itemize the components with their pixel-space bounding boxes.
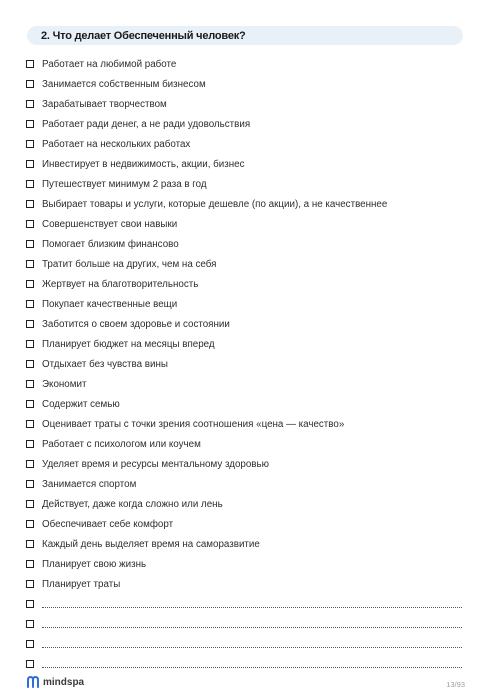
checklist-item-label: Содержит семью — [42, 398, 120, 410]
checkbox[interactable] — [26, 480, 34, 488]
blank-entry-line[interactable] — [42, 667, 462, 668]
checklist-item[interactable] — [26, 294, 466, 314]
checklist-item-label: Отдыхает без чувства вины — [42, 358, 168, 370]
checkbox[interactable] — [26, 500, 34, 508]
checkbox[interactable] — [26, 400, 34, 408]
blank-checklist-item[interactable] — [26, 634, 466, 654]
checkbox[interactable] — [26, 180, 34, 188]
checklist-item-label: Действует, даже когда сложно или лень — [42, 498, 223, 510]
blank-entry-line[interactable] — [42, 607, 462, 608]
checklist-item-label: Путешествует минимум 2 раза в год — [42, 178, 207, 190]
checklist — [26, 54, 466, 674]
checklist-item[interactable] — [26, 94, 466, 114]
checklist-item-label: Работает на нескольких работах — [42, 138, 191, 150]
checklist-item[interactable] — [26, 534, 466, 554]
checkbox[interactable] — [26, 320, 34, 328]
checklist-item-label: Зарабатывает творчеством — [42, 98, 167, 110]
checklist-item-label: Каждый день выделяет время на саморазвитие — [42, 538, 260, 550]
checklist-item[interactable] — [26, 54, 466, 74]
checklist-item[interactable] — [26, 114, 466, 134]
checklist-item[interactable] — [26, 394, 466, 414]
checklist-item-label: Покупает качественные вещи — [42, 298, 178, 310]
section-header — [27, 26, 463, 45]
checklist-item[interactable] — [26, 374, 466, 394]
checklist-item-label: Жертвует на благотворительность — [42, 278, 199, 290]
checklist-item[interactable] — [26, 474, 466, 494]
checklist-item[interactable] — [26, 454, 466, 474]
checklist-item-label: Инвестирует в недвижимость, акции, бизнес — [42, 158, 245, 170]
checklist-item-label: Работает ради денег, а не ради удовольствия — [42, 118, 251, 130]
checkbox[interactable] — [26, 340, 34, 348]
checklist-item[interactable] — [26, 494, 466, 514]
checkbox[interactable] — [26, 560, 34, 568]
checkbox[interactable] — [26, 580, 34, 588]
checkbox[interactable] — [26, 100, 34, 108]
checklist-item-label: Занимается собственным бизнесом — [42, 78, 206, 90]
checklist-item[interactable] — [26, 414, 466, 434]
blank-entry-line[interactable] — [42, 627, 462, 628]
checklist-item-label: Обеспечивает себе комфорт — [42, 518, 174, 530]
checkbox[interactable] — [26, 80, 34, 88]
checkbox[interactable] — [26, 600, 34, 608]
checklist-item[interactable] — [26, 194, 466, 214]
checkbox[interactable] — [26, 540, 34, 548]
checkbox[interactable] — [26, 520, 34, 528]
checklist-item-label: Экономит — [42, 378, 87, 390]
checklist-item[interactable] — [26, 434, 466, 454]
checklist-item-label: Выбирает товары и услуги, которые дешевле (по акции), а не качественнее — [42, 198, 388, 210]
checkbox[interactable] — [26, 360, 34, 368]
checkbox[interactable] — [26, 300, 34, 308]
section-title: 2. Что делает Обеспеченный человек? — [41, 29, 246, 42]
checklist-item[interactable] — [26, 174, 466, 194]
checklist-item[interactable] — [26, 214, 466, 234]
checklist-item[interactable] — [26, 134, 466, 154]
checklist-item-label: Совершенствует свои навыки — [42, 218, 178, 230]
checkbox[interactable] — [26, 240, 34, 248]
checklist-item-label: Занимается спортом — [42, 478, 137, 490]
checkbox[interactable] — [26, 440, 34, 448]
checkbox[interactable] — [26, 160, 34, 168]
checklist-item[interactable] — [26, 154, 466, 174]
checkbox[interactable] — [26, 380, 34, 388]
checklist-item-label: Уделяет время и ресурсы ментальному здоровью — [42, 458, 269, 470]
checklist-item[interactable] — [26, 554, 466, 574]
checkbox[interactable] — [26, 200, 34, 208]
checklist-item-label: Планирует свою жизнь — [42, 558, 147, 570]
checkbox[interactable] — [26, 60, 34, 68]
checkbox[interactable] — [26, 640, 34, 648]
checklist-item[interactable] — [26, 274, 466, 294]
checklist-item-label: Заботится о своем здоровье и состоянии — [42, 318, 230, 330]
blank-entry-line[interactable] — [42, 647, 462, 648]
checklist-item[interactable] — [26, 314, 466, 334]
checklist-item[interactable] — [26, 354, 466, 374]
checklist-item[interactable] — [26, 74, 466, 94]
checklist-item[interactable] — [26, 254, 466, 274]
mindspa-logo-icon — [27, 676, 39, 688]
checkbox[interactable] — [26, 660, 34, 668]
checkbox[interactable] — [26, 460, 34, 468]
page-number: 13/93 — [446, 680, 465, 689]
checklist-item-label: Помогает близким финансово — [42, 238, 179, 250]
checklist-item[interactable] — [26, 574, 466, 594]
checkbox[interactable] — [26, 280, 34, 288]
checkbox[interactable] — [26, 220, 34, 228]
blank-checklist-item[interactable] — [26, 594, 466, 614]
blank-checklist-item[interactable] — [26, 614, 466, 634]
checklist-item-label: Планирует бюджет на месяцы вперед — [42, 338, 215, 350]
checklist-item-label: Работает на любимой работе — [42, 58, 177, 70]
checkbox[interactable] — [26, 620, 34, 628]
checkbox[interactable] — [26, 420, 34, 428]
brand-name: mindspa — [43, 676, 85, 688]
checklist-item[interactable] — [26, 514, 466, 534]
checkbox[interactable] — [26, 260, 34, 268]
brand-logo — [27, 676, 84, 688]
checklist-item-label: Оценивает траты с точки зрения соотношения «цена — качество» — [42, 418, 345, 430]
checklist-item-label: Планирует траты — [42, 578, 121, 590]
checklist-item[interactable] — [26, 234, 466, 254]
checklist-item-label: Работает с психологом или коучем — [42, 438, 201, 450]
checklist-item[interactable] — [26, 334, 466, 354]
checkbox[interactable] — [26, 140, 34, 148]
blank-checklist-item[interactable] — [26, 654, 466, 674]
checkbox[interactable] — [26, 120, 34, 128]
checklist-item-label: Тратит больше на других, чем на себя — [42, 258, 217, 270]
